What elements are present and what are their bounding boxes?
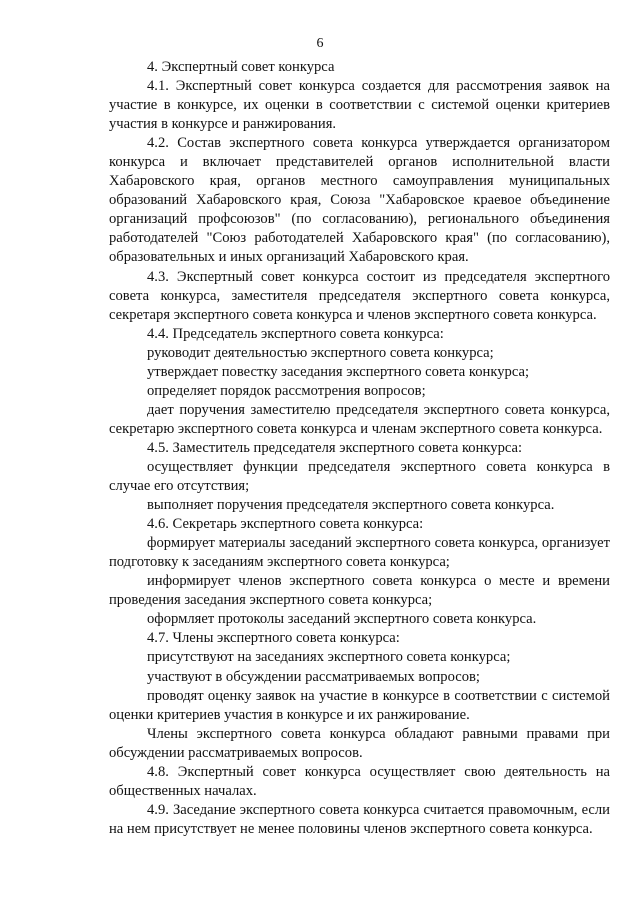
document-body [109,58,610,839]
list-item: оформляет протоколы заседаний экспертного совета конкурса. [147,611,537,628]
paragraph-4-7: 4.7. Члены экспертного совета конкурса: [147,630,400,647]
list-item: утверждает повестку заседания экспертного совета конкурса; [147,363,530,380]
list-item: участвуют в обсуждении рассматриваемых вопросов; [147,668,480,685]
paragraph-4-8: 4.8. Экспертный совет конкурса осуществляет свою деятельность на общественных началах. [109,763,610,799]
list-item: осуществляет функции председателя экспертного совета конкурса в случае его отсутствия; [109,458,610,495]
paragraph-members-rights: Члены экспертного совета конкурса обладают равными правами при обсуждении рассматриваемых вопросов. [109,725,610,761]
page-number: 6 [316,36,324,51]
paragraph-4-9: 4.9. Заседание экспертного совета конкурса считается правомочным, если на нем присутствует не менее половины членов экспертного совета конкурса. [109,801,610,837]
paragraph-4-5: 4.5. Заместитель председателя экспертного совета конкурса: [147,439,523,456]
list-item: дает поручения заместителю председателя экспертного совета конкурса, секретарю экспертного совета конкурса и членам экспертного совета конкурса. [109,401,610,437]
list-item: формирует материалы заседаний экспертного совета конкурса, организует подготовку к заседаниям экспертного совета конкурса; [109,535,610,571]
list-item: определяет порядок рассмотрения вопросов; [147,382,426,399]
section-heading: 4. Экспертный совет конкурса [147,59,335,75]
paragraph-4-2: 4.2. Состав экспертного совета конкурса утверждается организатором конкурса и включает представителей органов исполнительной власти Хабаровского края, органов местного самоуправления муниципальных образований Хабаровского края, Союза "Хабаровское краевое объединение организаций профсоюзов" (по согласованию), регионального объединения работодателей "Союз работодателей Хабаровского края" (по согласованию), образовательных и иных организаций Хабаровского края. [109,135,610,266]
list-item: проводят оценку заявок на участие в конкурсе в соответствии с системой оценки критериев участия в конкурсе и их ранжирование. [109,687,610,723]
list-item: информирует членов экспертного совета конкурса о месте и времени проведения заседания экспертного совета конкурса; [109,573,610,609]
list-item: выполняет поручения председателя экспертного совета конкурса. [147,497,555,514]
list-item: руководит деятельностью экспертного совета конкурса; [147,344,494,361]
paragraph-4-3: 4.3. Экспертный совет конкурса состоит из председателя экспертного совета конкурса, заместителя председателя экспертного совета конкурса, секретаря экспертного совета конкурса и членов экспертного совета конкурса. [109,268,610,323]
paragraph-4-4: 4.4. Председатель экспертного совета конкурса: [147,325,444,342]
paragraph-4-6: 4.6. Секретарь экспертного совета конкурса: [147,516,424,533]
paragraph-4-1: 4.1. Экспертный совет конкурса создается для рассмотрения заявок на участие в конкурсе, их оценки в соответствии с системой оценки критериев участия в конкурсе и ранжирования. [109,78,610,133]
list-item: присутствуют на заседаниях экспертного совета конкурса; [147,649,511,666]
